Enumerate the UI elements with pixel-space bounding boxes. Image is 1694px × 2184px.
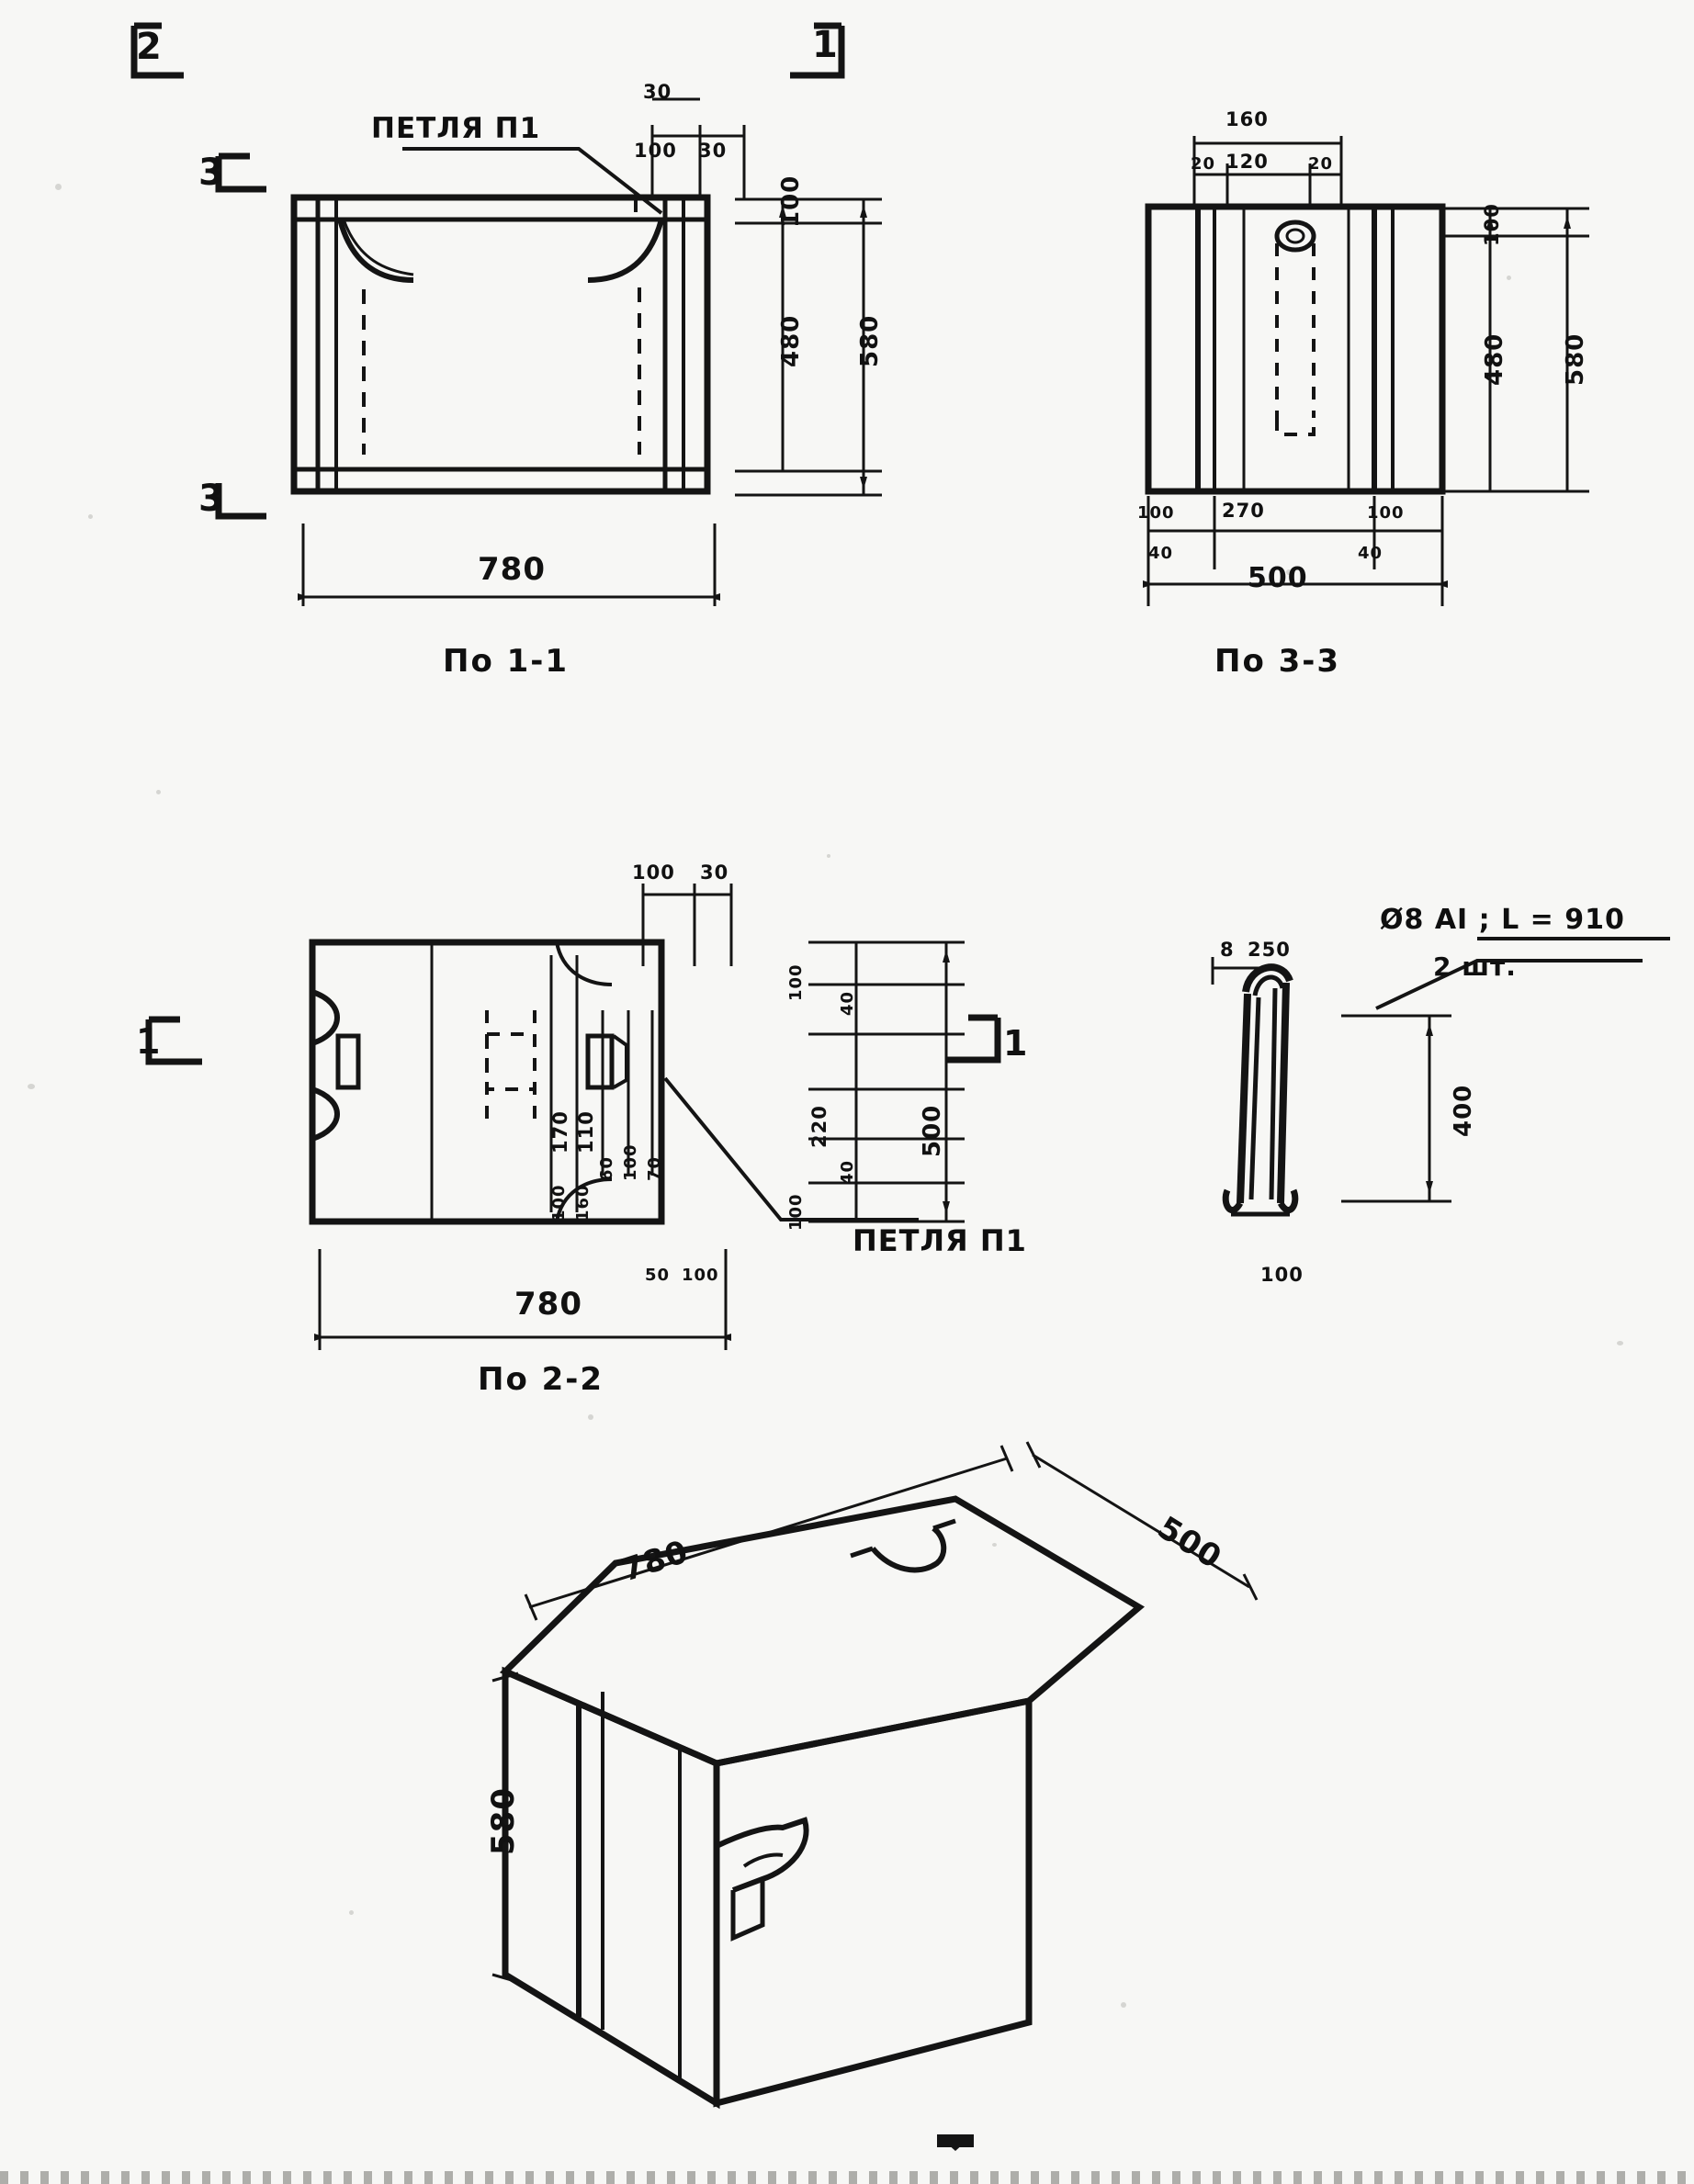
dim-view2-bottom-left-100: 100 (1137, 503, 1175, 523)
paper-speck (156, 790, 161, 794)
dim-view3-right-500: 500 (919, 1104, 946, 1157)
paper-speck (88, 514, 93, 519)
dim-view1-width-780: 780 (478, 551, 546, 588)
paper-speck (1617, 1341, 1623, 1345)
dim-view2-top-right-20: 20 (1308, 154, 1334, 174)
dim-view3-top-right-30: 30 (700, 861, 729, 884)
dim-view3-width-780: 780 (514, 1286, 582, 1323)
dim-view1-top-left: 100 (634, 140, 677, 162)
dim-view3-right-100a: 100 (786, 963, 806, 1001)
dim-view2-bottom-500: 500 (1248, 562, 1308, 594)
isometric-dim-lines (496, 1414, 1396, 1653)
section-mark-label-3-lower: 3 (198, 478, 225, 520)
paper-speck (55, 184, 62, 190)
dim-view2-right-100: 100 (1481, 203, 1503, 246)
page-bottom-perforation (0, 2171, 1694, 2184)
dim-view2-bottom-sub-left-40: 40 (1148, 544, 1174, 563)
dim-view1-total-580: 580 (856, 314, 884, 367)
loop-qty-text: 2 шт. (1433, 951, 1517, 982)
dim-iso-height-580: 580 (485, 1787, 522, 1855)
loop-spec-text: Ø8 АI ; L = 910 (1380, 904, 1625, 936)
section-mark-label-1-right: 1 (1003, 1023, 1029, 1064)
dim-view3-170: 170 (549, 1110, 571, 1154)
dim-view3-100b: 100 (621, 1143, 640, 1181)
dim-loop-height-400: 400 (1450, 1084, 1477, 1137)
loop-spec-leader (1367, 928, 1679, 1038)
dim-view3-bottom-100: 100 (682, 1266, 719, 1285)
loop-leader-label-mid: ПЕТЛЯ П1 (853, 1223, 1027, 1258)
section-mark-label-2: 2 (136, 26, 163, 68)
dim-loop-bottom-100: 100 (1260, 1264, 1304, 1286)
paper-speck (28, 1084, 35, 1089)
view-3-3-bottom-dims (1130, 496, 1534, 625)
dim-iso-length-780: 780 (616, 1533, 694, 1590)
section-mark-label-1: 1 (812, 24, 839, 66)
dim-view3-160: 160 (573, 1184, 593, 1221)
loop-top-dim-lines (1176, 928, 1286, 1001)
section-mark-label-1-left: 1 (136, 1021, 162, 1062)
dim-view3-60: 60 (597, 1155, 616, 1181)
caption-section-2-2: По 2-2 (478, 1361, 604, 1398)
caption-section-1-1: По 1-1 (443, 643, 570, 680)
dim-view2-top-left-20: 20 (1191, 154, 1216, 174)
dim-view2-right-580: 580 (1562, 332, 1589, 386)
dim-view2-top-160: 160 (1225, 108, 1269, 130)
dim-iso-width-500: 500 (1151, 1509, 1228, 1577)
dim-view1-top-100: 100 (777, 174, 805, 228)
dim-view1-top-small: 30 (643, 81, 672, 103)
dim-view1-inner-480: 480 (777, 314, 805, 367)
dim-view2-bottom-right-100: 100 (1367, 503, 1405, 523)
loop-leader-label-top: ПЕТЛЯ П1 (371, 112, 541, 145)
dim-view3-right-40a: 40 (838, 990, 857, 1016)
dim-view3-right-40b: 40 (838, 1159, 857, 1185)
dim-view2-right-480: 480 (1481, 332, 1508, 386)
view-1-1-right-dims (735, 179, 900, 565)
loop-leader-top (395, 129, 698, 239)
paper-speck (349, 1910, 354, 1915)
dim-view3-100: 100 (549, 1184, 569, 1221)
dim-view3-right-100b: 100 (786, 1193, 806, 1231)
dim-loop-250: 250 (1248, 939, 1291, 961)
dim-view3-110: 110 (575, 1110, 597, 1154)
section-mark-label-3-upper: 3 (198, 152, 225, 194)
paper-speck (827, 854, 830, 858)
dim-view2-bottom-sub-right-40: 40 (1358, 544, 1383, 563)
dim-view2-bottom-mid-270: 270 (1222, 500, 1265, 522)
dim-view3-right-220: 220 (808, 1105, 830, 1148)
caption-section-3-3: По 3-3 (1214, 643, 1341, 680)
dim-view3-70: 70 (645, 1155, 664, 1181)
dim-loop-8: 8 (1220, 939, 1235, 961)
dim-view2-top-mid-120: 120 (1225, 151, 1269, 173)
dim-view3-top-left-100: 100 (632, 861, 675, 884)
dim-view1-top-right: 30 (698, 140, 728, 162)
dim-view3-bottom-50: 50 (645, 1266, 671, 1285)
